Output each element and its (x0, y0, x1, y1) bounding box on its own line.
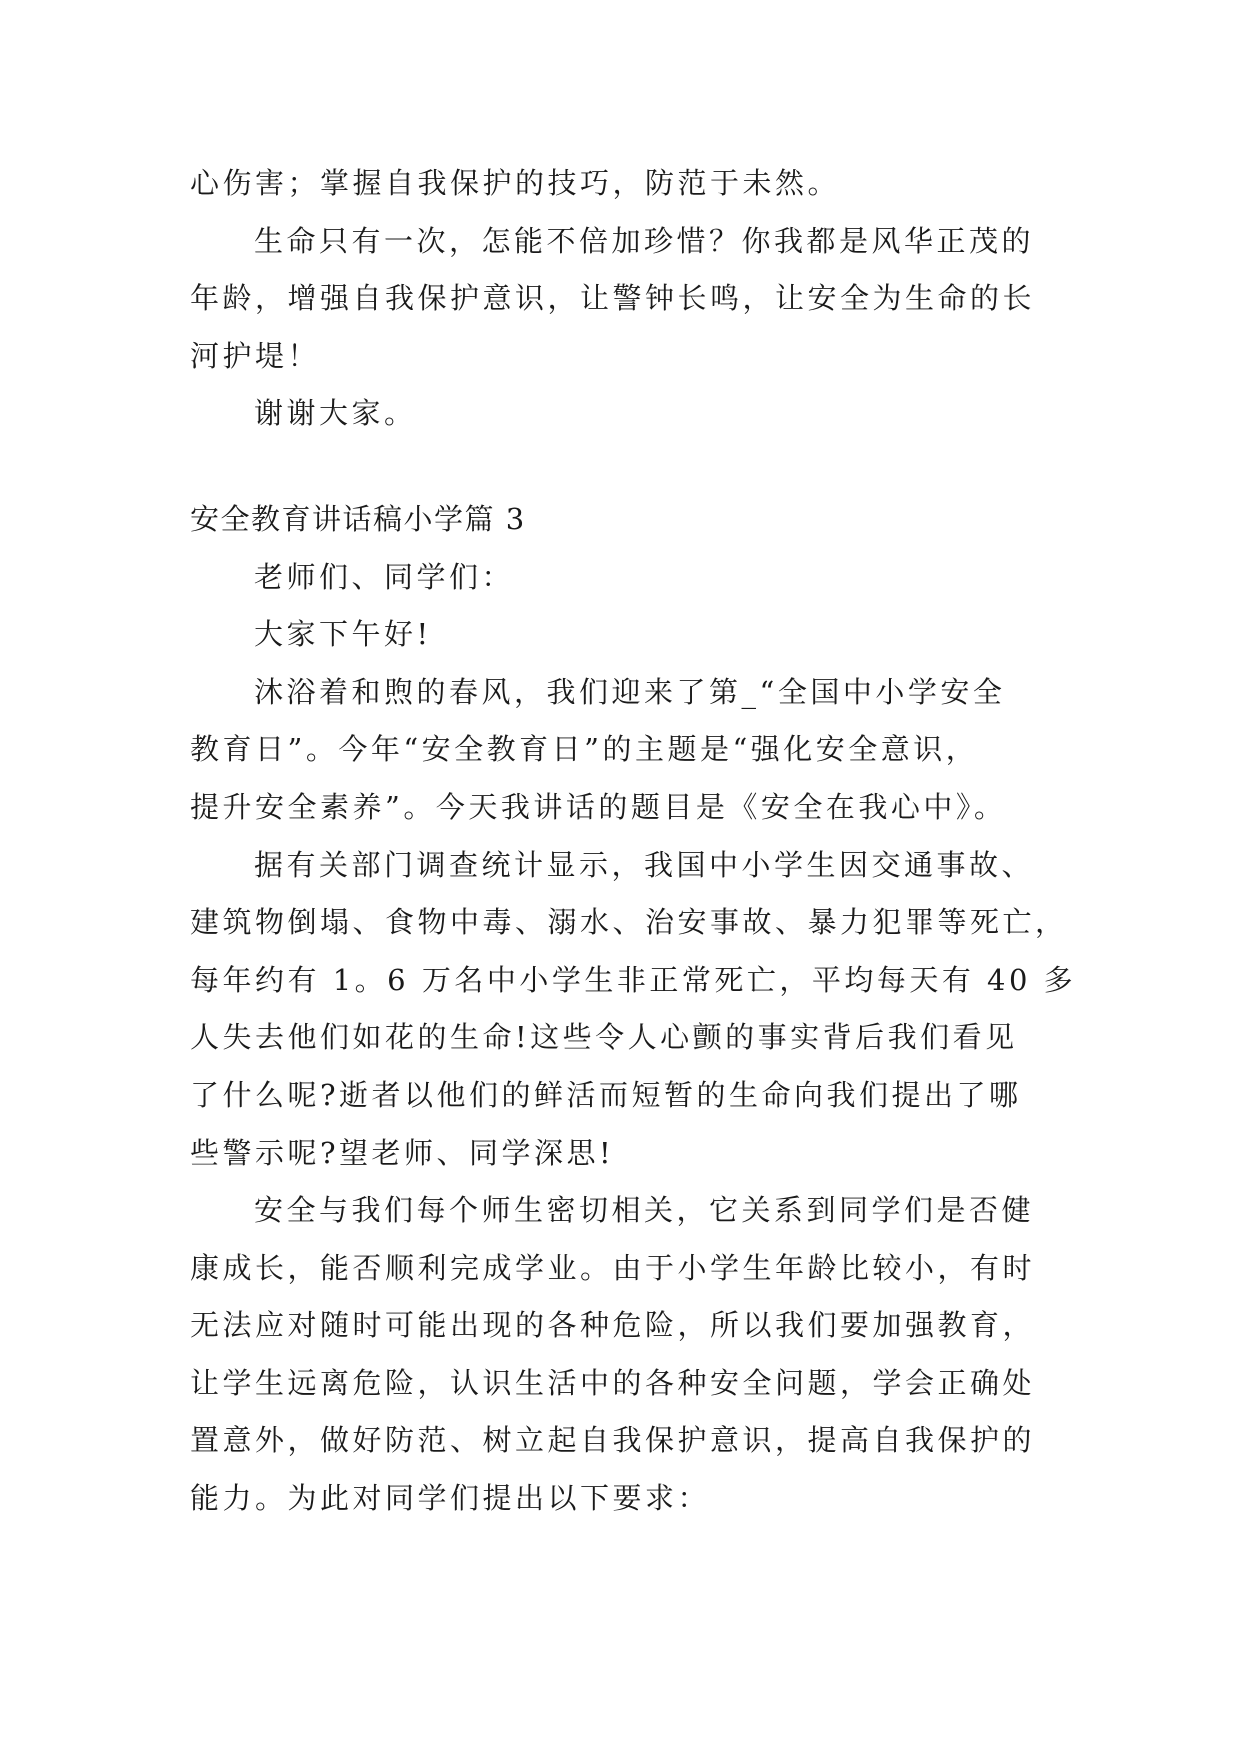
text-line: 年龄，增强自我保护意识，让警钟长鸣，让安全为生命的长 (190, 281, 1036, 316)
text-line: 沐浴着和煦的春风，我们迎来了第_“全国中小学安全 (254, 674, 1006, 709)
text-line: 了什么呢?逝者以他们的鲜活而短暂的生命向我们提出了哪 (190, 1077, 1022, 1112)
text-line: 能力。为此对同学们提出以下要求： (190, 1481, 711, 1516)
section-heading: 安全教育讲话稿小学篇 3 (190, 501, 526, 536)
paragraph (190, 385, 1070, 443)
text-line: 置意外，做好防范、树立起自我保护意识，提高自我保护的 (190, 1423, 1036, 1458)
text-line: 康成长，能否顺利完成学业。由于小学生年龄比较小，有时 (190, 1250, 1036, 1285)
text-line: 每年约有 1。6 万名中小学生非正常死亡，平均每天有 40 多 (190, 962, 1077, 997)
text-line: 建筑物倒塌、食物中毒、溺水、治安事故、暴力犯罪等死亡， (190, 905, 1068, 940)
text-line: 老师们、同学们： (254, 559, 515, 594)
paragraph (190, 837, 1077, 1183)
text-line: 些警示呢?望老师、同学深思! (190, 1135, 615, 1170)
text-line: 无法应对随时可能出现的各种危险，所以我们要加强教育， (190, 1308, 1036, 1343)
text-line: 谢谢大家。 (254, 396, 417, 431)
paragraph (190, 1182, 1070, 1528)
paragraph (190, 213, 1070, 386)
text-line: 心伤害；掌握自我保护的技巧，防范于未然。 (190, 166, 841, 200)
paragraph (190, 606, 1070, 664)
text-line: 提升安全素养”。今天我讲话的题目是《安全在我心中》。 (190, 789, 1007, 824)
paragraph (190, 155, 1070, 213)
document-page (190, 155, 1077, 1528)
text-line: 大家下午好! (254, 617, 432, 652)
text-line: 生命只有一次，怎能不倍加珍惜？你我都是风华正茂的 (254, 223, 1035, 258)
text-line: 据有关部门调查统计显示，我国中小学生因交通事故、 (254, 847, 1035, 882)
text-line: 人失去他们如花的生命!这些令人心颤的事实背后我们看见 (190, 1020, 1018, 1055)
text-line: 教育日”。今年“安全教育日”的主题是“强化安全意识， (190, 732, 979, 767)
text-line: 安全与我们每个师生密切相关，它关系到同学们是否健 (254, 1193, 1035, 1228)
text-line: 河护堤！ (190, 338, 321, 373)
paragraph (190, 549, 1070, 607)
text-line: 让学生远离危险，认识生活中的各种安全问题，学会正确处 (190, 1365, 1036, 1400)
paragraph (190, 664, 1070, 837)
section-gap (190, 443, 1070, 491)
